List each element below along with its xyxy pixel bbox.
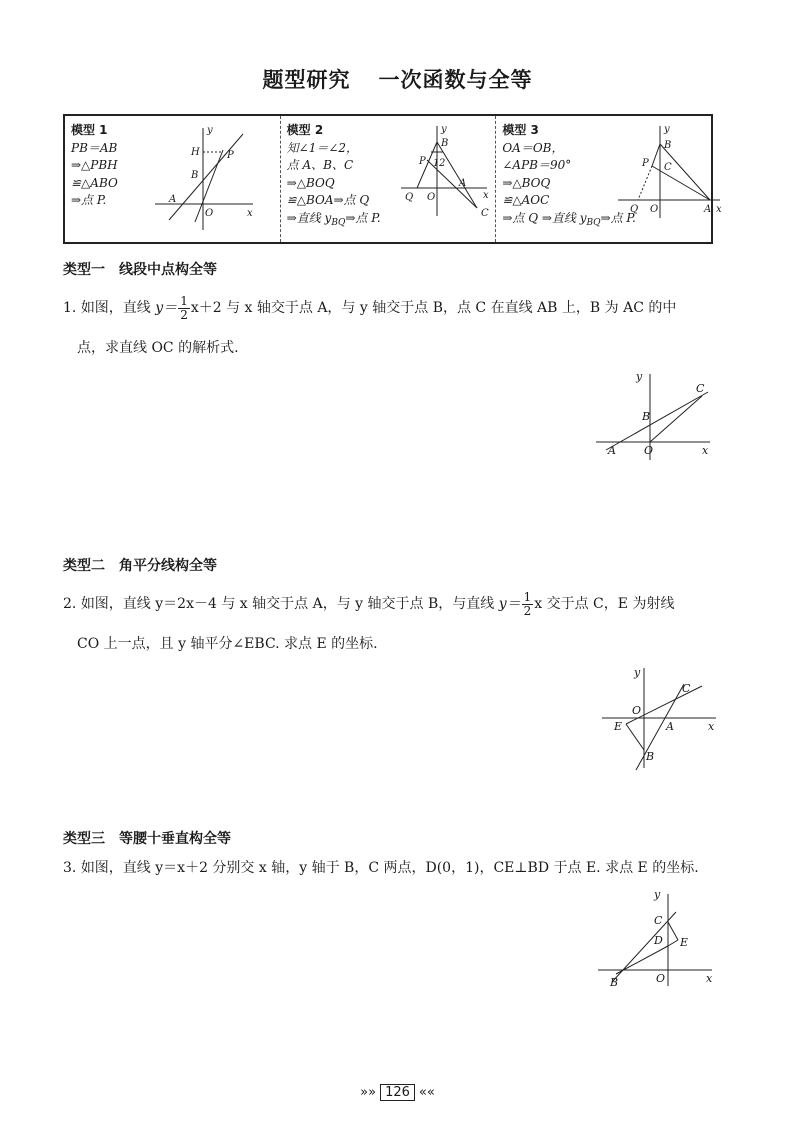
model-1-figure	[151, 122, 263, 232]
label-b: B	[440, 138, 449, 149]
label-x: x	[706, 972, 713, 985]
figure-3	[594, 888, 719, 992]
models-box	[63, 114, 722, 244]
line-ce	[668, 922, 678, 940]
label-x: x	[247, 208, 253, 219]
model-2-figure	[397, 122, 493, 232]
section-type: 类型一	[63, 262, 105, 278]
line-ab	[636, 684, 684, 770]
label-o: O	[426, 192, 435, 203]
model-2-text	[287, 122, 381, 232]
model-3	[496, 116, 722, 242]
label-e: E	[614, 720, 623, 733]
label-b: B	[646, 750, 655, 763]
label-x: x	[702, 444, 709, 457]
label-b: B	[610, 976, 619, 989]
label-o: O	[644, 444, 654, 457]
model-2-line: 点 A、B、C	[286, 158, 354, 172]
fraction-half: $\frac{1}{2}$	[180, 293, 188, 322]
label-b: B	[191, 170, 199, 181]
label-a: A	[458, 178, 466, 189]
section-topic: 等腰十垂直构全等	[119, 831, 231, 847]
section-type: 类型三	[63, 831, 105, 847]
section-heading-3	[63, 828, 231, 848]
label-x: x	[482, 190, 489, 201]
model-3-figure	[614, 122, 724, 232]
model-2-line: ⇒△BOQ	[286, 175, 335, 190]
label-q: Q	[630, 204, 639, 215]
model-1-line: PB＝AB	[71, 140, 118, 155]
label-a: A	[169, 194, 177, 205]
line-pq	[638, 166, 652, 200]
problem-2-line-2: CO 上一点，且 y 轴平分∠EBC. 求点 E 的坐标.	[77, 636, 378, 652]
page-title	[0, 64, 795, 94]
label-d: D	[654, 934, 663, 947]
section-type: 类型二	[63, 558, 105, 574]
model-1-line: ≌△ABO	[71, 175, 118, 190]
model-1	[65, 116, 281, 242]
label-h: H	[191, 147, 200, 158]
label-e: E	[680, 936, 689, 949]
problem-1	[63, 288, 723, 368]
problem-3: 3. 如图，直线 y＝x＋2 分别交 x 轴，y 轴于 B，C 两点，D(0，1)，CE⊥BD 于点 E. 求点 E 的坐标.	[63, 860, 699, 876]
label-a: A	[704, 204, 712, 215]
model-1-line: ⇒△PBH	[71, 158, 118, 172]
line-ac	[606, 392, 708, 450]
label-a: A	[608, 444, 616, 457]
figure-2	[598, 662, 723, 774]
section-topic: 角平分线构全等	[119, 558, 217, 574]
model-2-line: ≌△BOA⇒点 Q	[286, 193, 370, 207]
label-y: y	[207, 125, 213, 136]
label-2: 2	[438, 158, 446, 169]
label-b: B	[642, 410, 651, 423]
model-3-line: ⇒△BOQ	[502, 175, 551, 190]
label-y: y	[440, 124, 447, 135]
model-2-line: 知∠1＝∠2，	[286, 140, 359, 155]
label-y: y	[654, 888, 661, 901]
line-eb	[626, 724, 644, 750]
label-o: O	[632, 704, 642, 717]
line-pb	[652, 144, 660, 166]
problem-1-line-2: 点，求直线 OC 的解析式.	[77, 340, 239, 356]
label-b: B	[664, 140, 672, 151]
line-de	[668, 940, 678, 946]
label-y: y	[664, 124, 670, 135]
section-topic: 线段中点构全等	[119, 262, 217, 278]
label-a: A	[666, 720, 674, 733]
problem-2	[63, 584, 723, 664]
label-y: y	[634, 666, 641, 679]
label-o: O	[656, 972, 666, 985]
problem-2-line-1: 2. 如图，直线 y＝2x－4 与 x 轴交于点 A，与 y 轴交于点 B，与直线 y＝ $\frac{1}{2}$ x 交于点 C，E 为射线	[63, 589, 675, 618]
label-c: C	[682, 682, 691, 695]
label-q: Q	[404, 192, 413, 203]
label-x: x	[716, 204, 722, 215]
label-p: P	[227, 150, 234, 161]
label-c: C	[480, 208, 489, 219]
label-p: P	[642, 158, 650, 169]
page-number	[0, 1084, 795, 1101]
label-c: C	[696, 382, 705, 395]
model-3-line: ⇒点 Q ⇒直线 $y_{BQ}\Rightarrow$点 P.	[502, 210, 636, 228]
model-2-label: 模型 2	[286, 123, 324, 137]
label-p: P	[418, 156, 426, 167]
section-heading-2	[63, 555, 217, 575]
label-c: C	[664, 162, 672, 173]
right-mark: ««	[418, 1085, 435, 1100]
model-1-label: 模型 1	[71, 123, 108, 137]
model-2	[281, 116, 497, 242]
title-right: 一次函数与全等	[378, 68, 533, 92]
label-y: y	[636, 370, 643, 383]
model-3-line: ≌△AOC	[502, 193, 550, 207]
section-heading-1	[63, 259, 217, 279]
model-3-line: ∠APB＝90°	[502, 158, 572, 172]
model-1-text	[71, 122, 118, 210]
model-1-line: ⇒点 P.	[71, 193, 107, 207]
figure-1	[592, 368, 717, 468]
label-x: x	[708, 720, 715, 733]
label-o: O	[650, 204, 659, 215]
label-o: O	[205, 208, 214, 219]
problem-1-line-1: 1. 如图，直线 y＝ $\frac{1}{2}$ x＋2 与 x 轴交于点 A，与 y 轴交于点 B，点 C 在直线 AB 上，B 为 AC 的中	[63, 293, 677, 322]
page-number-box: 126	[380, 1084, 415, 1101]
fraction-half: $\frac{1}{2}$	[523, 589, 532, 618]
left-mark: »»	[360, 1085, 377, 1100]
label-c: C	[654, 914, 663, 927]
model-2-line: ⇒直线 $y_{BQ}\Rightarrow$点 P.	[286, 210, 381, 228]
line-oc	[650, 396, 702, 442]
line-pa	[652, 166, 710, 200]
label-1: 1	[432, 158, 440, 169]
title-left: 题型研究	[262, 68, 351, 92]
model-3-label: 模型 3	[502, 123, 539, 137]
model-3-line: OA＝OB，	[502, 140, 564, 155]
